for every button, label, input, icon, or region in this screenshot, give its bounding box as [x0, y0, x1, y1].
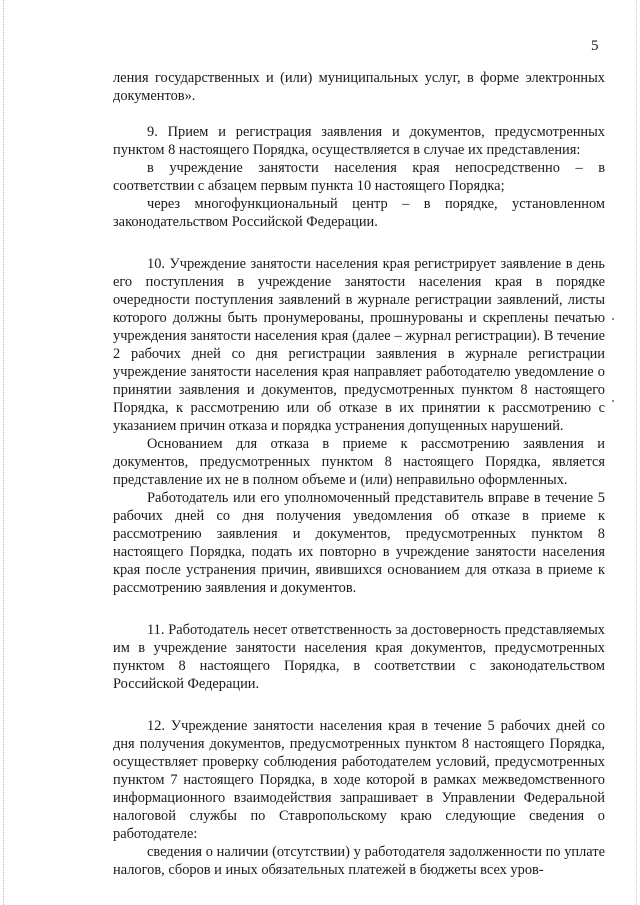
- paragraph-gap: [113, 231, 605, 255]
- paragraph-item-10-resubmission: Работодатель или его уполномоченный представитель вправе в течение 5 рабочих дней со дня получения уведомления об отказе в приеме к рассмотрению заявления и документов, предусмотренных пунктом 8 настоящего Порядка, подать их повторно в учреждение занятости населения края после устранения причин, явившихся основанием для отказа в приеме к рассмотрению заявления и документов.: [113, 490, 605, 596]
- paragraph-gap: [113, 105, 605, 123]
- scan-speck: [612, 318, 614, 320]
- paragraph-item-10-refusal-basis: Основанием для отказа в приеме к рассмотрению заявления и документов, предусмотренных пунктом 8 настоящего Порядка, является представление их не в полном объеме и (или) неправильно оформленных.: [113, 436, 605, 488]
- scan-right-edge: [636, 0, 637, 905]
- document-body: [113, 69, 605, 879]
- paragraph-gap: [113, 693, 605, 717]
- paragraph-item-10: 10. Учреждение занятости населения края регистрирует заявление в день его поступления в учреждение занятости населения края в порядке очередности поступления заявлений в журнале регистрации заявлений, листы которого должны быть пронумерованы, прошнурованы и скреплены печатью учреждения занятости населения края (далее – журнал регистрации). В течение 2 рабочих дней со дня регистрации заявления в журнале регистрации учреждение занятости населения края направляет работодателю уведомление о принятии заявления и документов, предусмотренных пунктом 8 настоящего Порядка, к рассмотрению или об отказе в их принятии к рассмотрению с указанием причин отказа и порядка устранения допущенных нарушений.: [113, 256, 605, 434]
- paragraph-item-12: 12. Учреждение занятости населения края в течение 5 рабочих дней со дня получения документов, предусмотренных пунктом 8 настоящего Порядка, осуществляет проверку соблюдения работодателем условий, предусмотренных пунктом 7 настоящего Порядка, в ходе которой в рамках межведомственного информационного взаимодействия запрашивает в Управлении Федеральной налоговой службы по Ставропольскому краю следующие сведения о работодателе:: [113, 718, 605, 842]
- paragraph-item-9: 9. Прием и регистрация заявления и документов, предусмотренных пунктом 8 настоящего Порядка, осуществляется в случае их представления:: [113, 124, 605, 158]
- paragraph-gap: [113, 597, 605, 621]
- paragraph-item-12-debt-info: сведения о наличии (отсутствии) у работодателя задолженности по уплате налогов, сборов и иных обязательных платежей в бюджеты всех уров-: [113, 844, 605, 878]
- page-number: 5: [591, 38, 599, 54]
- scan-speck: [612, 400, 614, 402]
- paragraph-item-9-direct: в учреждение занятости населения края непосредственно – в соответствии с абзацем первым пункта 10 настоящего Порядка;: [113, 160, 605, 194]
- scan-left-edge: [3, 0, 4, 905]
- paragraph-item-11: 11. Работодатель несет ответственность за достоверность представляемых им в учреждение занятости населения края документов, предусмотренных пунктом 8 настоящего Порядка, в соответствии с законодательством Российской Федерации.: [113, 622, 605, 692]
- paragraph-continuation: ления государственных и (или) муниципальных услуг, в форме электронных документов».: [113, 70, 605, 104]
- paragraph-item-9-mfc: через многофункциональный центр – в порядке, установленном законодательством Российской Федерации.: [113, 196, 605, 230]
